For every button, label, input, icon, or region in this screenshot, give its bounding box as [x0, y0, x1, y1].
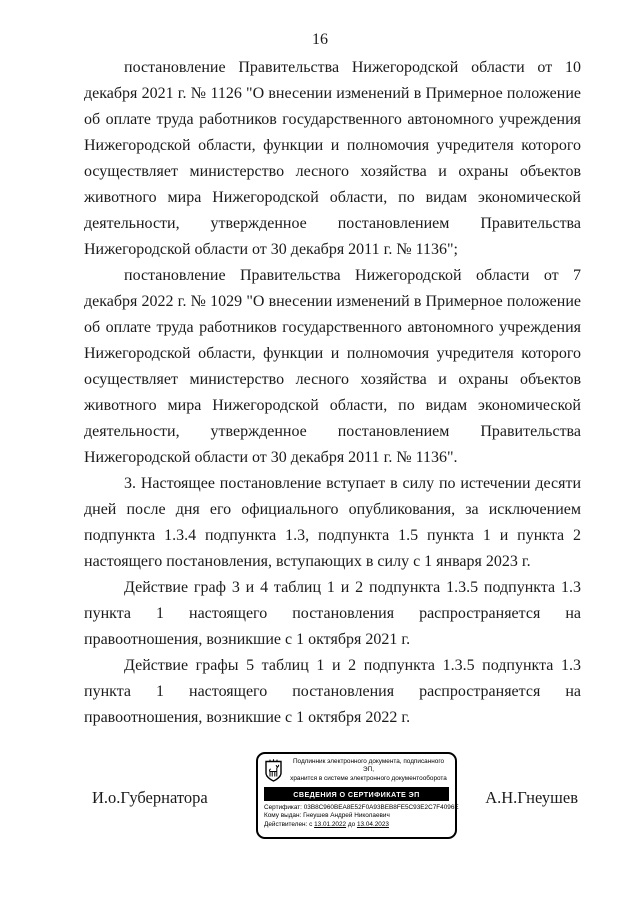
certificate-label: Сертификат: [264, 803, 302, 811]
paragraph: постановление Правительства Нижегородской области от 7 декабря 2022 г. № 1029 "О внесении изменений в Примерное положение об оплате труда работников государственного автономного учреждения Нижегородской области, функции и полномочия учредителя которого осуществляет министерство лесного хозяйства и охраны объектов животного мира Нижегородской области, по видам экономической деятельности, утвержденное постановлением Правительства Нижегородской области от 30 декабря 2011 г. № 1136". [84, 267, 581, 466]
issued-label: Кому выдан: [264, 812, 302, 820]
stamp-issued-line [264, 812, 449, 821]
signer-name: А.Н.Гнеушев [485, 788, 578, 807]
validity-label: Действителен: [264, 821, 308, 829]
stamp-certificate-banner: СВЕДЕНИЯ О СЕРТИФИКАТЕ ЭП [264, 787, 449, 801]
paragraph: 3. Настоящее постановление вступает в силу по истечении десяти дней после дня его официального опубликования, за исключением подпункта 1.3.4 подпункта 1.3, подпункта 1.5 пункта 1 и пункта 2 настоящего постановления, вступающих в силу с 1 января 2023 г. [84, 475, 581, 570]
paragraph: постановление Правительства Нижегородской области от 10 декабря 2021 г. № 1126 "О внесении изменений в Примерное положение об оплате труда работников государственного автономного учреждения Нижегородской области, функции и полномочия учредителя которого осуществляет министерство лесного хозяйства и охраны объектов животного мира Нижегородской области, по видам экономической деятельности, утвержденное постановлением Правительства Нижегородской области от 30 декабря 2011 г. № 1136"; [84, 59, 581, 258]
nizhny-novgorod-deer-coat-of-arms-icon [264, 758, 283, 783]
validity-date-from: 13.01.2022 [314, 821, 347, 829]
issued-value: Гнеушев Андрей Николаевич [303, 812, 390, 820]
electronic-signature-stamp [256, 752, 457, 839]
stamp-certificate-line [264, 803, 459, 813]
stamp-origin-line1: Подлинник электронного документа, подписанного ЭП, [292, 758, 445, 774]
document-body [84, 55, 581, 731]
stamp-origin-text [288, 758, 449, 783]
stamp-validity-line [264, 821, 449, 830]
paragraph: Действие графы 5 таблиц 1 и 2 подпункта 1.3.5 подпункта 1.3 пункта 1 настоящего постановления распространяется на правоотношения, возникшие с 1 октября 2022 г. [84, 657, 581, 726]
certificate-value: 03B8C960BEA8E52F0A93BEB8FE5C93E2C7F4096E [303, 803, 459, 811]
validity-joiner: до [347, 821, 356, 829]
stamp-header [264, 758, 449, 783]
validity-date-to: 13.04.2023 [356, 821, 389, 829]
validity-prefix: с [309, 821, 313, 829]
paragraph: Действие граф 3 и 4 таблиц 1 и 2 подпункта 1.3.5 подпункта 1.3 пункта 1 настоящего постановления распространяется на правоотношения, возникшие с 1 октября 2021 г. [84, 579, 581, 648]
page-number: 16 [312, 31, 328, 48]
stamp-origin-line2: хранится в системе электронного документооборота [290, 774, 447, 782]
signer-role: И.о.Губернатора [92, 788, 208, 807]
